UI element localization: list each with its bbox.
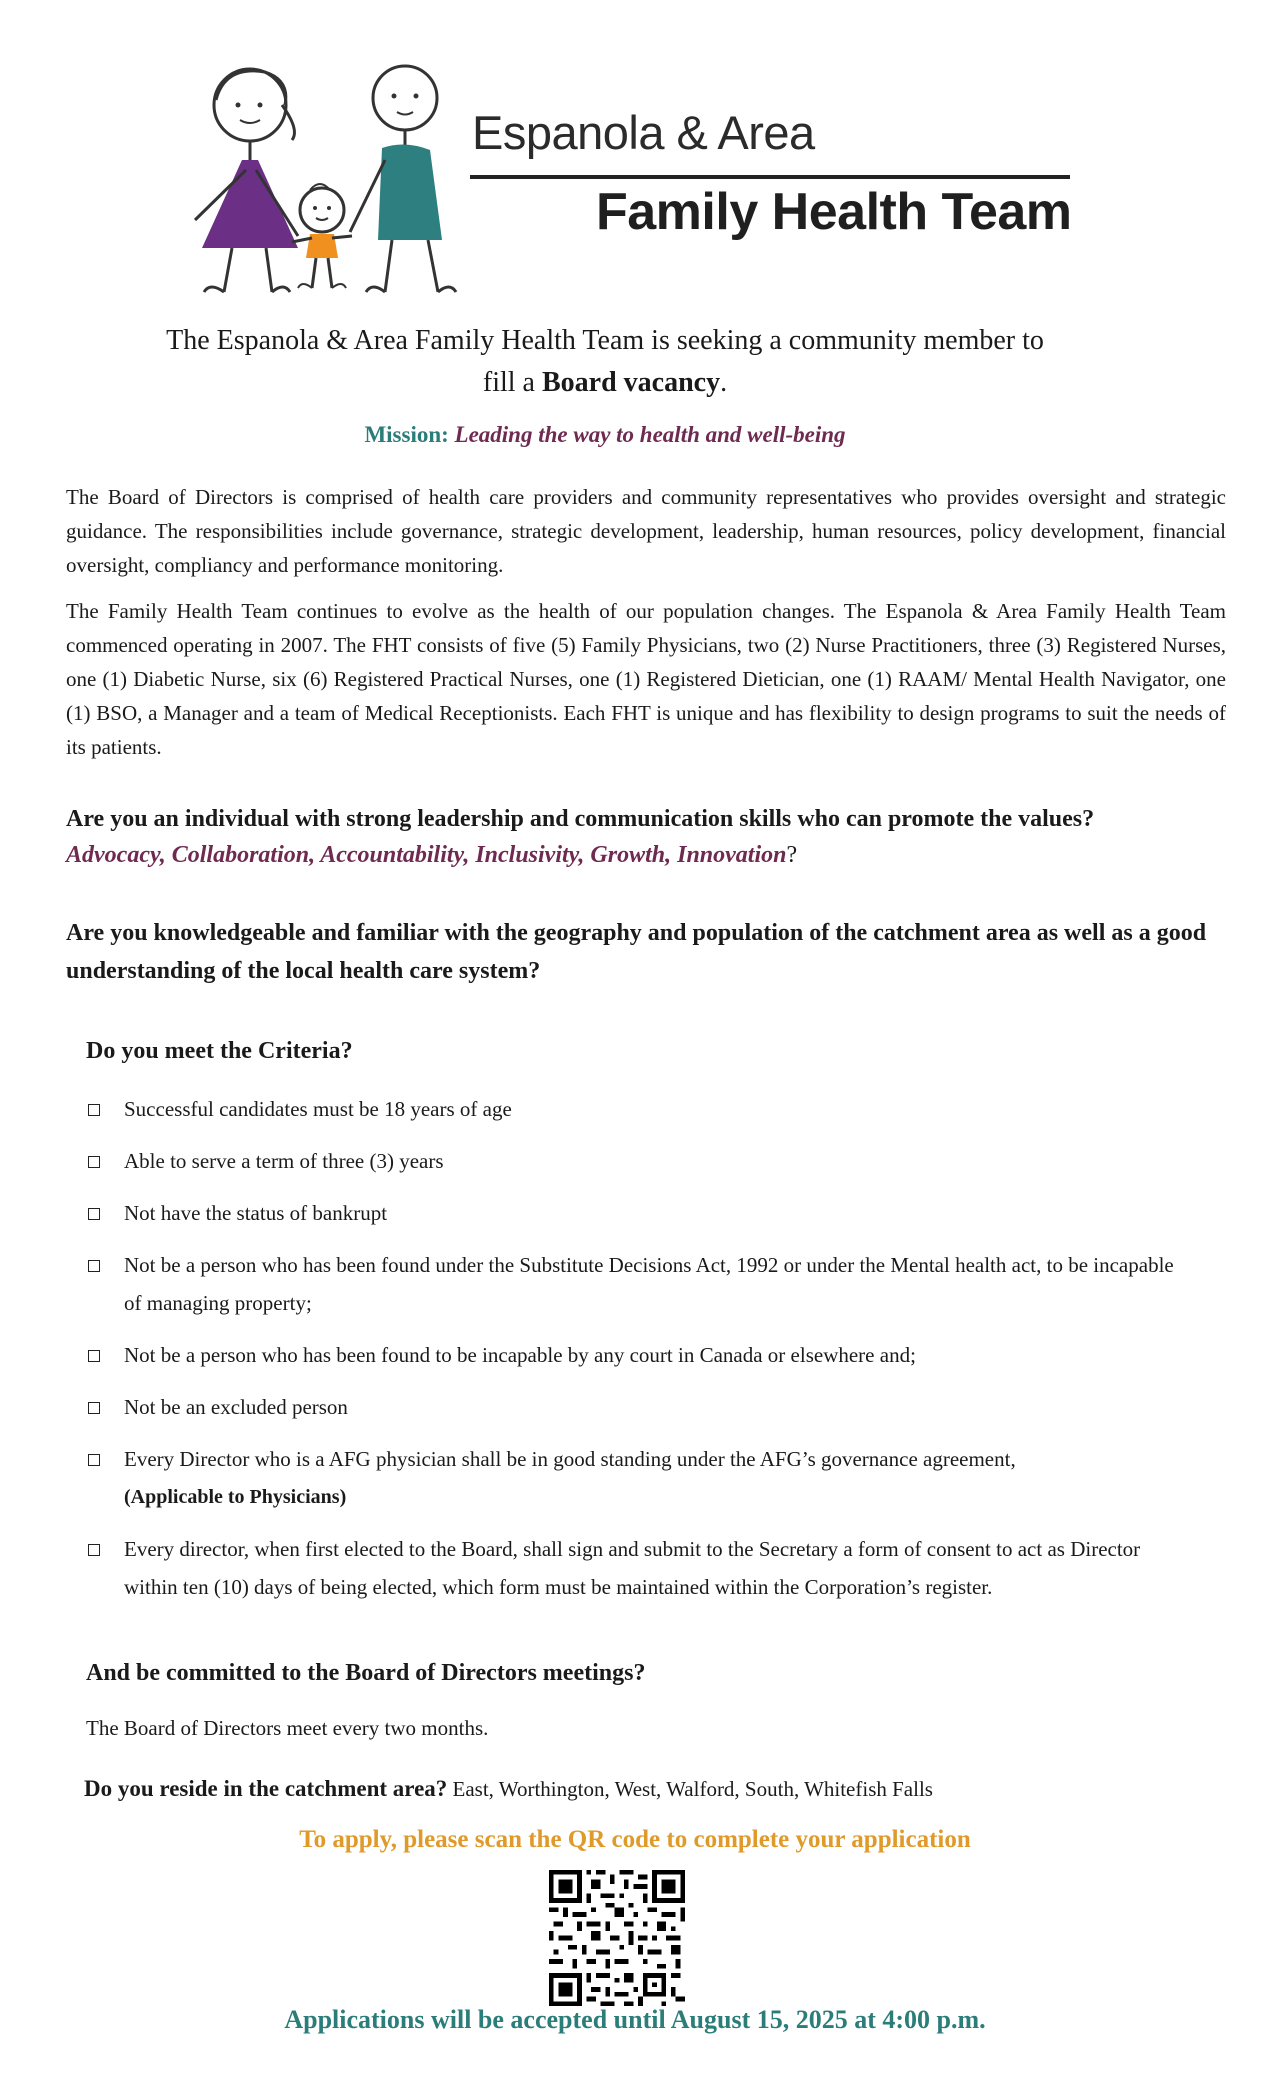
intro-line2-suffix: . — [720, 367, 728, 398]
checkbox-icon — [88, 1104, 100, 1116]
criteria-heading: Do you meet the Criteria? — [86, 1038, 353, 1064]
criteria-text: Every Director who is a AFG physician shall be in good standing under the AFG’s governance agreement, — [124, 1447, 1016, 1471]
criteria-item — [86, 1440, 1186, 1516]
criteria-text: Not be an excluded person — [124, 1395, 348, 1419]
logo-wordmark-line1: Espanola & Area — [472, 106, 815, 159]
criteria-text: Not have the status of bankrupt — [124, 1201, 388, 1225]
values-list: Advocacy, Collaboration, Accountability, Inclusivity, Growth, Innovation — [66, 842, 787, 868]
mission-text: Leading the way to health and well-being — [454, 422, 846, 447]
fht-description-paragraph: The Family Health Team continues to evolve as the health of our population changes. The Espanola & Area Family Health Team commenced operating in 2007. The FHT consists of five (5) Family Physicians, two (2) Nurse Practitioners, three (3) Registered Nurses, one (1) Diabetic Nurse, six (6) Registered Practical Nurses, one (1) Registered Dietician, one (1) RAAM/ Mental Health Navigator, one (1) BSO, a Manager and a team of Medical Receptionists. Each FHT is unique and has flexibility to design programs to suit the needs of its patients. — [66, 599, 1226, 759]
checkbox-icon — [88, 1208, 100, 1220]
family-illustration — [180, 60, 470, 310]
values-suffix: ? — [786, 842, 798, 868]
application-qr-code[interactable] — [549, 1870, 685, 2006]
criteria-text: Able to serve a term of three (3) years — [124, 1149, 444, 1173]
criteria-item — [86, 1194, 1186, 1232]
mission-statement — [60, 422, 1150, 448]
commitment-heading: And be committed to the Board of Directors meetings? — [86, 1660, 646, 1686]
leadership-question: Are you an individual with strong leadership and communication skills who can promote the values? — [66, 806, 1095, 832]
criteria-text: Not be a person who has been found under the Substitute Decisions Act, 1992 or under the Mental health act, to be incapable of managing property; — [124, 1253, 1174, 1315]
checkbox-icon — [88, 1544, 100, 1556]
intro-line2-prefix: fill a — [482, 367, 542, 398]
board-description-paragraph: The Board of Directors is comprised of health care providers and community representatives who provides oversight and strategic guidance. The responsibilities include governance, strategic development, leadership, human resources, policy development, financial oversight, compliancy and performance monitoring. — [66, 485, 1226, 577]
criteria-text: Every director, when first elected to the Board, shall sign and submit to the Secretary a form of consent to act as Director within ten (10) days of being elected, which form must be maintained within the Corporation’s register. — [124, 1537, 1141, 1599]
checkbox-icon — [88, 1260, 100, 1272]
organization-logo — [180, 60, 1080, 310]
checkbox-icon — [88, 1454, 100, 1466]
meeting-frequency-text: The Board of Directors meet every two months. — [86, 1716, 489, 1740]
criteria-text: Successful candidates must be 18 years of age — [124, 1097, 512, 1121]
criteria-text: Not be a person who has been found to be incapable by any court in Canada or elsewhere and; — [124, 1343, 916, 1367]
checkbox-icon — [88, 1350, 100, 1362]
apply-instruction: To apply, please scan the QR code to complete your application — [299, 1826, 971, 1853]
mission-label: Mission: — [364, 422, 449, 447]
criteria-item — [86, 1090, 1186, 1128]
reside-question: Do you reside in the catchment area? — [84, 1776, 448, 1801]
logo-divider — [470, 175, 1070, 179]
criteria-item — [86, 1336, 1186, 1374]
criteria-item — [86, 1388, 1186, 1426]
board-vacancy-label: Board vacancy — [541, 367, 721, 398]
physician-note: (Applicable to Physicians) — [124, 1486, 347, 1508]
criteria-item — [86, 1142, 1186, 1180]
criteria-item — [86, 1246, 1186, 1322]
intro-heading — [60, 320, 1150, 404]
values-line — [66, 842, 1226, 869]
catchment-area-line — [84, 1776, 933, 1802]
logo-wordmark-line2: Family Health Team — [596, 183, 1072, 241]
intro-line2 — [60, 362, 1150, 404]
application-deadline: Applications will be accepted until August 15, 2025 at 4:00 p.m. — [284, 2005, 986, 2034]
criteria-item — [86, 1530, 1186, 1606]
checkbox-icon — [88, 1402, 100, 1414]
knowledge-question: Are you knowledgeable and familiar with the geography and population of the catchment area as well as a good understanding of the local health care system? — [66, 920, 1207, 984]
catchment-areas: East, Worthington, West, Walford, South, Whitefish Falls — [452, 1777, 933, 1801]
checkbox-icon — [88, 1156, 100, 1168]
criteria-list — [86, 1090, 1186, 1606]
intro-line1: The Espanola & Area Family Health Team is seeking a community member to — [166, 325, 1044, 356]
